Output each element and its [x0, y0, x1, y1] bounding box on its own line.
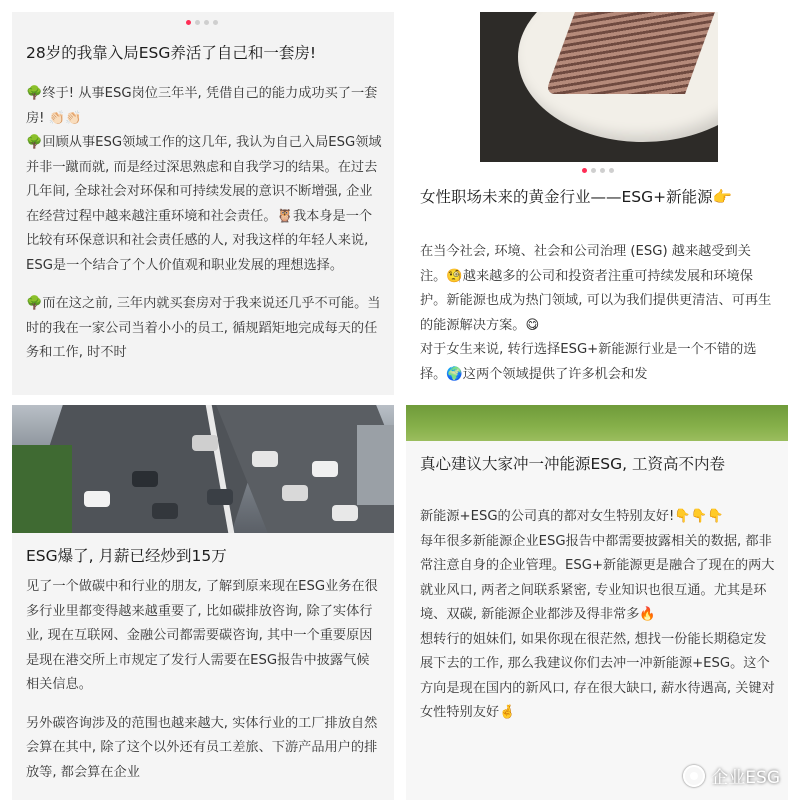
traffic-photo [12, 405, 394, 533]
carousel-indicator [186, 20, 218, 25]
post-body [26, 82, 382, 366]
car-shape [84, 491, 110, 507]
carousel-dot [591, 168, 596, 173]
watermark-label: 企业ESG [711, 768, 780, 788]
post-body [420, 240, 776, 387]
carousel-dot-active [582, 168, 587, 173]
carousel-dot [600, 168, 605, 173]
car-shape [152, 503, 178, 519]
tree-shape [12, 445, 72, 533]
bus-shape [357, 425, 394, 505]
post-card-bottom-right[interactable] [406, 405, 788, 800]
post-paragraph: 想转行的姐妹们, 如果你现在很茫然, 想找一份能长期稳定发展下去的工作, 那么我建议你们去冲一冲新能源+ESG。这个方向是现在国内的新风口, 存在很大缺口, 薪水待遇高, 关键对女性特别友好🤞 [420, 631, 775, 720]
post-title: 28岁的我靠入局ESG养活了自己和一套房! [26, 44, 317, 62]
post-card-top-left[interactable] [12, 12, 394, 395]
post-title: 真心建议大家冲一冲能源ESG, 工资高不内卷 [420, 455, 725, 473]
crepe-cake-shape [545, 12, 715, 94]
carousel-dot [195, 20, 200, 25]
car-shape [312, 461, 338, 477]
post-body [420, 505, 776, 726]
car-shape [332, 505, 358, 521]
post-card-top-right[interactable] [406, 12, 788, 395]
car-shape [282, 485, 308, 501]
post-paragraph: 见了一个做碳中和行业的朋友, 了解到原来现在ESG业务在很多行业里都变得越来越重要了, 比如碳排放咨询, 除了实体行业, 现在互联网、金融公司都需要碳咨询, 其中一个重要原因是现在港交所上市规定了发行人需要在ESG报告中披露气候相关信息。 [26, 579, 378, 692]
car-shape [207, 489, 233, 505]
post-title: ESG爆了, 月薪已经炒到15万 [26, 547, 227, 565]
post-paragraph: 🌳而在这之前, 三年内就买套房对于我来说还几乎不可能。当时的我在一家公司当着小小的员工, 循规蹈矩地完成每天的任务和工作, 时不时 [26, 296, 381, 360]
car-shape [192, 435, 218, 451]
cake-photo [480, 12, 718, 162]
watermark [683, 763, 780, 788]
grass-photo [406, 405, 788, 441]
post-card-bottom-left[interactable] [12, 405, 394, 800]
carousel-dot [609, 168, 614, 173]
wechat-channel-icon [683, 765, 705, 787]
post-paragraph: 对于女生来说, 转行选择ESG+新能源行业是一个不错的选择。🌍这两个领域提供了许多机会和发 [420, 342, 757, 382]
carousel-dot-active [186, 20, 191, 25]
carousel-dot [213, 20, 218, 25]
post-paragraph: 每年很多新能源企业ESG报告中都需要披露相关的数据, 都非常注意自身的企业管理。ESG+新能源更是融合了现在的两大就业风口, 两者之间联系紧密, 专业知识也很互通。尤其是环境、双碳, 新能源企业都涉及得非常多🔥 [420, 533, 775, 622]
post-paragraph: 🌳终于! 从事ESG岗位三年半, 凭借自己的能力成功买了一套房! 👏🏻👏🏻 [26, 86, 378, 126]
carousel-dot [204, 20, 209, 25]
post-body [26, 575, 382, 785]
post-title: 女性职场未来的黄金行业——ESG+新能源👉 [420, 188, 732, 206]
post-paragraph: 在当今社会, 环境、社会和公司治理 (ESG) 越来越受到关注。🧐越来越多的公司和投资者注重可持续发展和环境保护。新能源也成为热门领域, 可以为我们提供更清洁、可再生的能源解决方案。😋 [420, 244, 772, 333]
car-shape [132, 471, 158, 487]
post-paragraph: 另外碳咨询涉及的范围也越来越大, 实体行业的工厂排放自然会算在其中, 除了这个以外还有员工差旅、下游产品用户的排放等, 都会算在企业 [26, 715, 378, 780]
post-paragraph: 🌳回顾从事ESG领域工作的这几年, 我认为自己入局ESG领域并非一蹴而就, 而是经过深思熟虑和自我学习的结果。在过去几年间, 全球社会对环保和可持续发展的意识不断增强, 企业在经营过程中越来越注重环境和社会责任。🦉我本身是一个比较有环保意识和社会责任感的人, 对我这样的年轻人来说, ESG是一个结合了个人价值观和职业发展的理想选择。 [26, 135, 382, 273]
car-shape [252, 451, 278, 467]
post-paragraph: 新能源+ESG的公司真的都对女生特别友好!👇👇👇 [420, 509, 724, 524]
carousel-indicator [582, 168, 614, 173]
